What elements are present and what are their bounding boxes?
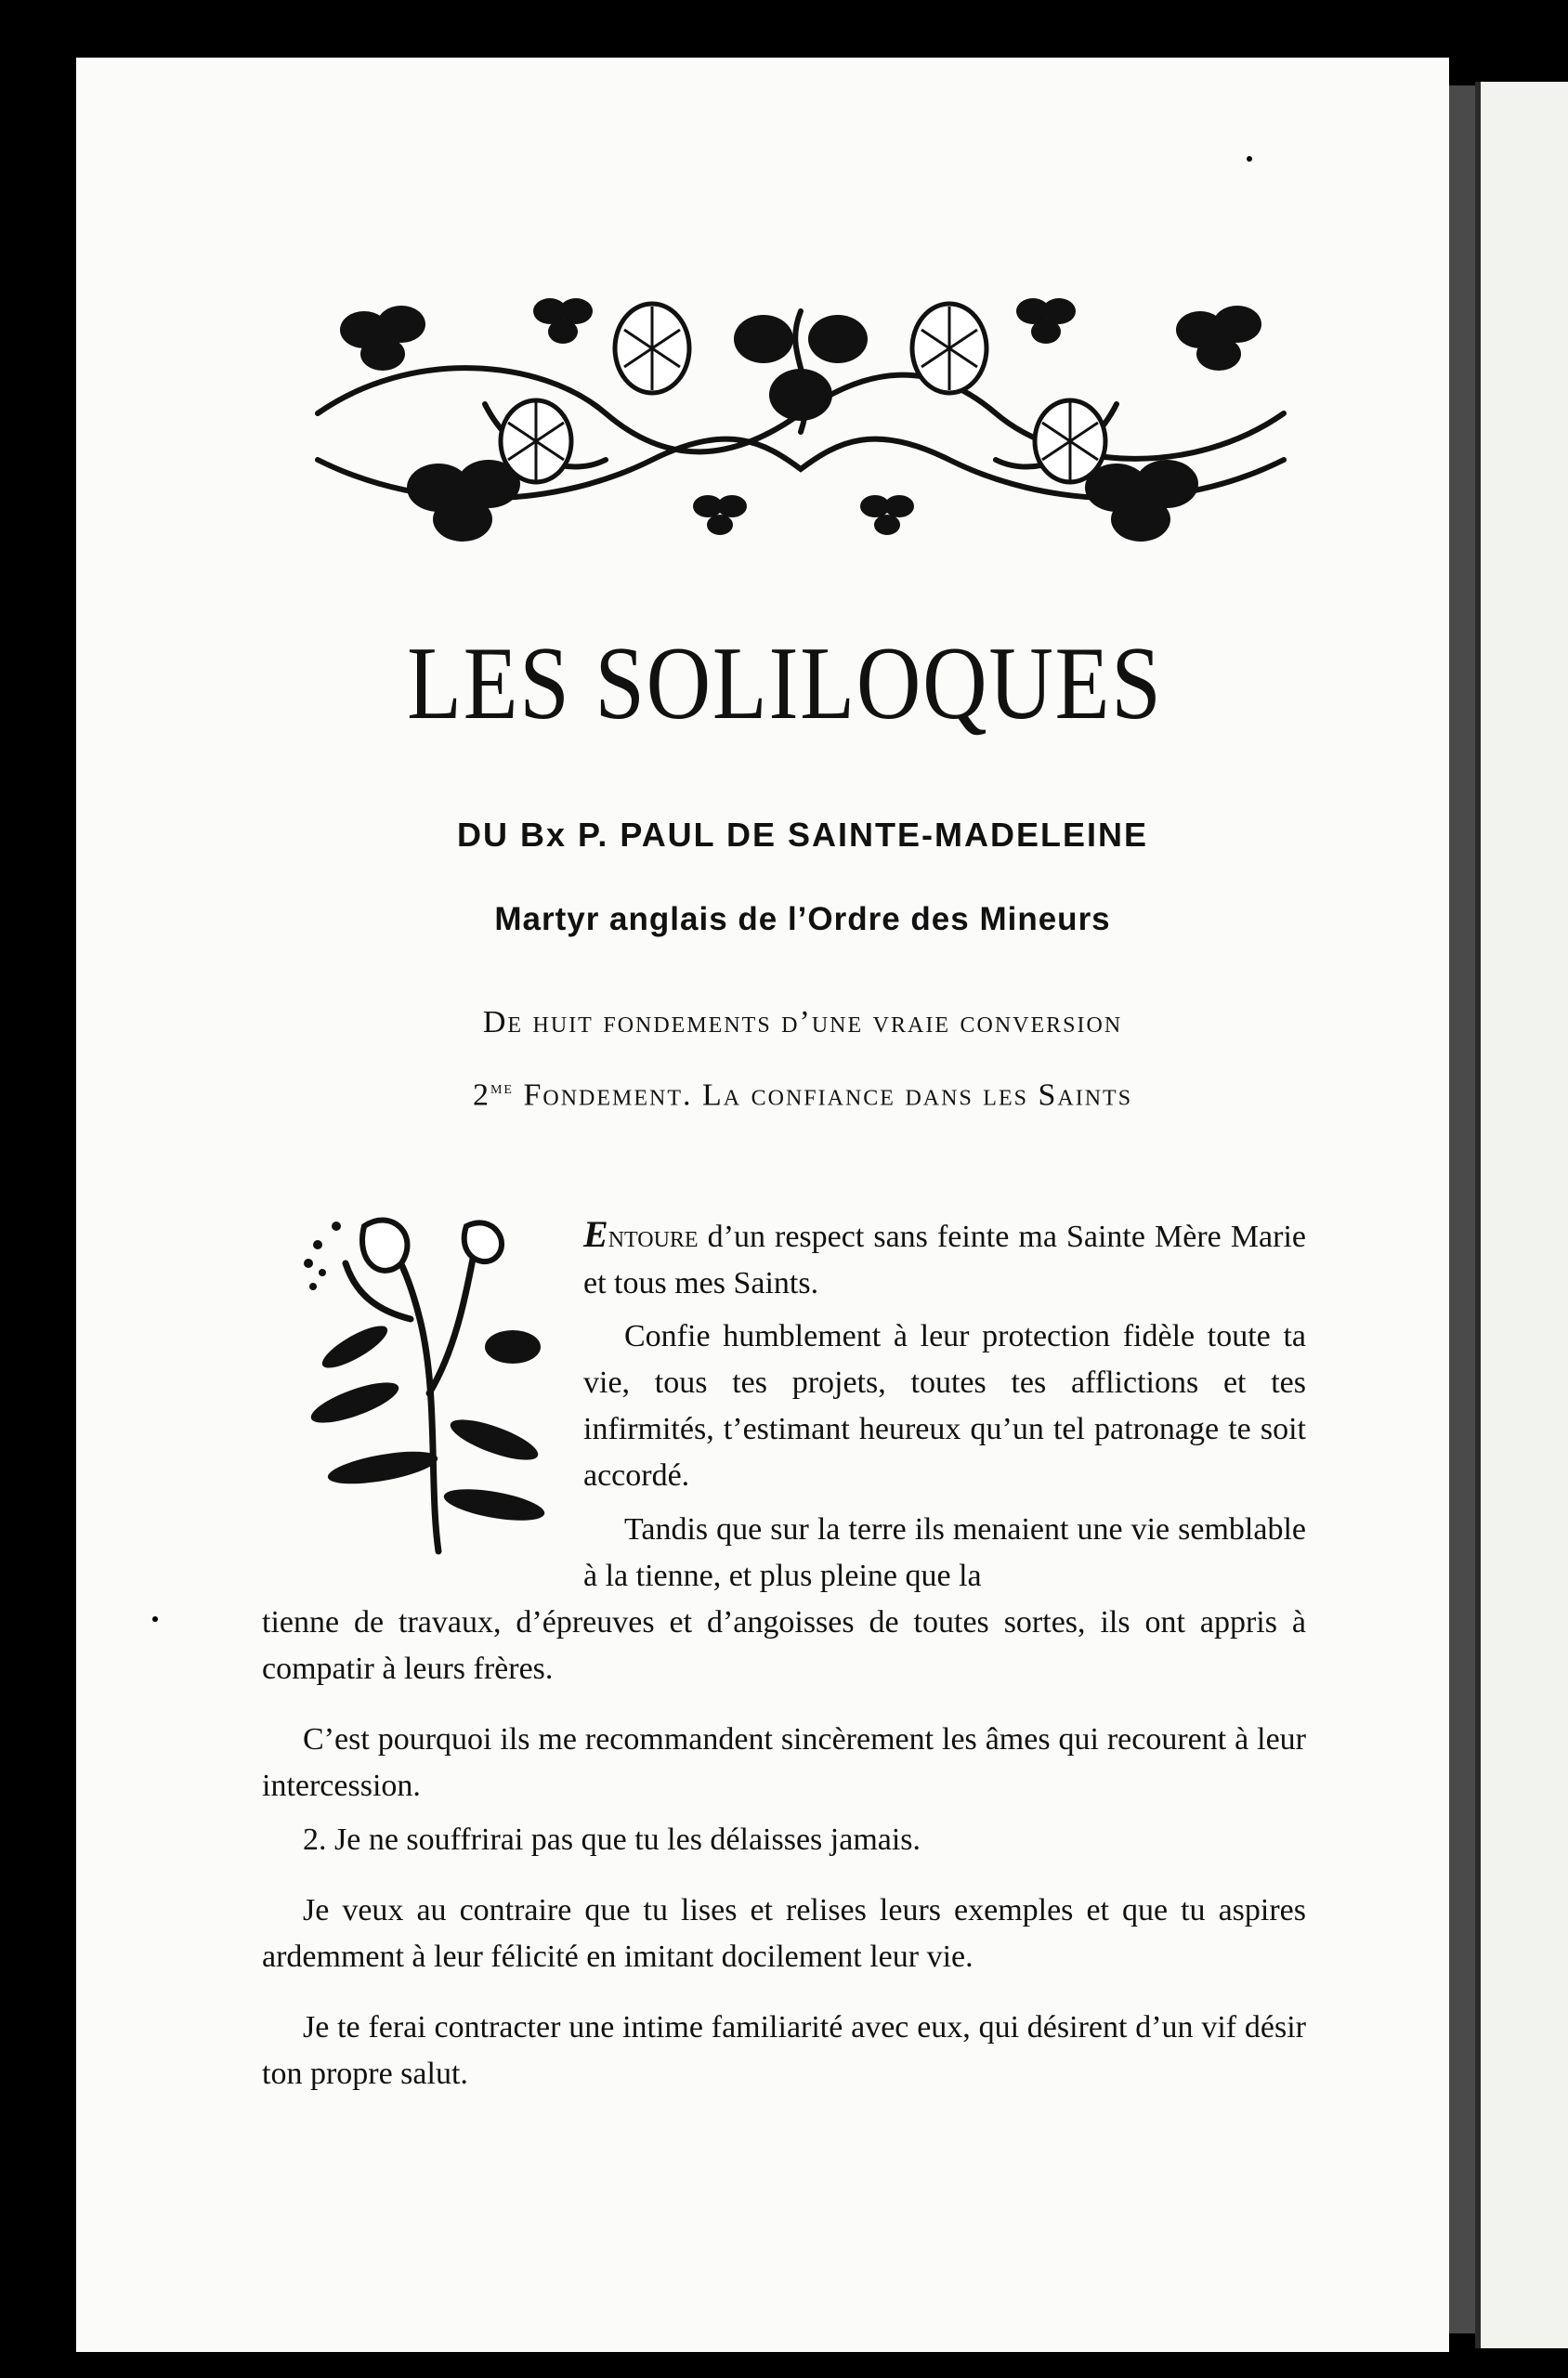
fondement-superscript: me — [490, 1078, 514, 1098]
fondement-title: Fondement. La confiance dans les Saints — [513, 1078, 1133, 1113]
author-subtitle: DU Bx P. PAUL DE SAINTE-MADELEINE — [456, 816, 1149, 854]
paragraph-1-smallcaps: ntoure — [608, 1220, 699, 1254]
flower-sprig-illustration — [299, 1208, 568, 1561]
fondement-number: 2 — [472, 1078, 490, 1113]
paragraph-7: Je te ferai contracter une intime familiarité avec eux, qui désirent d’un vif désir ton propre salut. — [262, 2010, 1306, 2091]
paragraph-2: Confie humblement à leur protection fidèle toute ta vie, tous tes projets, toutes tes afflictions et tes infirmités, t’estimant heureux qu’un tel patronage te soit accordé. — [583, 1319, 1306, 1493]
paragraph-6: Je veux au contraire que tu lises et relises leurs exemples et que tu aspires ardemment à leur félicité en imitant docilement leur vie. — [262, 1893, 1306, 1974]
drop-cap: E — [583, 1213, 608, 1255]
paragraph-5: 2. Je ne souffrirai pas que tu les délaisses jamais. — [303, 1823, 921, 1857]
section-heading: De huit fondements d’une vraie conversion — [482, 1005, 1123, 1039]
order-subtitle: Martyr anglais de l’Ordre des Mineurs — [494, 901, 1111, 937]
facing-page-edge — [1475, 82, 1568, 2348]
paragraph-1-text: d’un respect sans feinte ma Sainte Mère Marie et tous mes Saints. — [583, 1220, 1306, 1300]
paragraph-4: C’est pourquoi ils me recommandent sincèrement les âmes qui recourent à leur intercession. — [262, 1722, 1306, 1803]
paragraph-3-start: Tandis que sur la terre ils menaient une vie semblable à la tienne, et plus pleine que la — [583, 1512, 1306, 1593]
fondement-heading — [19, 1078, 1568, 1113]
ink-speck — [1247, 156, 1252, 162]
clover-artichoke-ornament — [299, 274, 1302, 543]
paragraph-1 — [583, 1211, 1306, 1307]
book-spine — [1449, 85, 1475, 2333]
page-title: LES SOLILOQUES — [407, 626, 1163, 741]
paragraph-3-end: tienne de travaux, d’épreuves et d’angoisses de toutes sortes, ils ont appris à compatir à leurs frères. — [262, 1605, 1306, 1686]
ink-speck — [152, 1616, 158, 1622]
ink-speck — [1421, 23, 1425, 27]
